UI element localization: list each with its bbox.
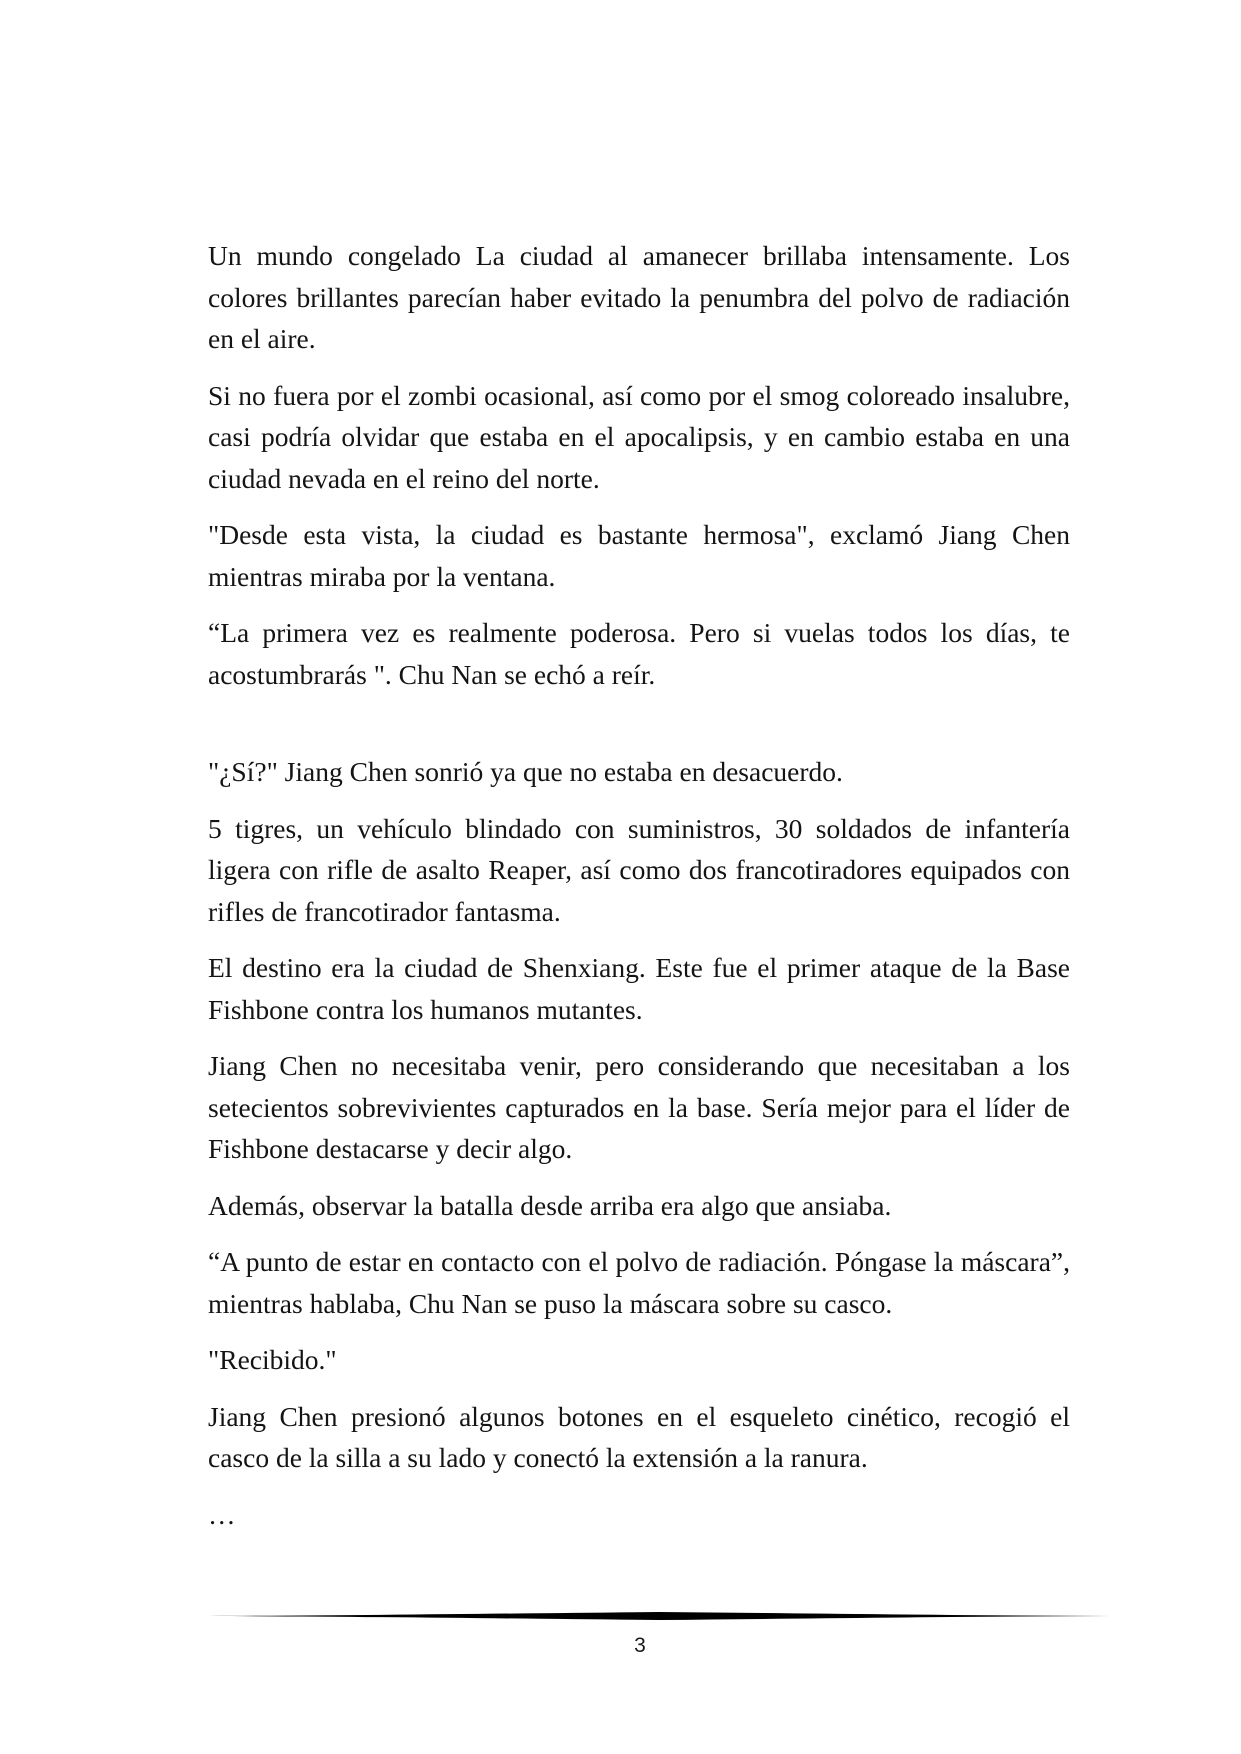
page-number: 3 — [634, 1634, 646, 1657]
paragraph: "¿Sí?" Jiang Chen sonrió ya que no estaba en desacuerdo. — [208, 756, 843, 787]
paragraph: Si no fuera por el zombi ocasional, así como por el smog coloreado insalubre, casi podría olvidar que estaba en el apocalipsis, y en cambio estaba en una ciudad nevada en el reino del norte. — [208, 379, 1070, 494]
page-body-text — [208, 235, 1070, 1550]
paragraph: “La primera vez es realmente poderosa. Pero si vuelas todos los días, te acostumbrarás ". Chu Nan se echó a reír. — [208, 617, 1070, 690]
paragraph: El destino era la ciudad de Shenxiang. Este fue el primer ataque de la Base Fishbone contra los humanos mutantes. — [208, 952, 1070, 1025]
paragraph: Jiang Chen presionó algunos botones en el esqueleto cinético, recogió el casco de la silla a su lado y conectó la extensión a la ranura. — [208, 1400, 1070, 1473]
paragraph: 5 tigres, un vehículo blindado con suministros, 30 soldados de infantería ligera con rifle de asalto Reaper, así como dos francotiradores equipados con rifles de francotirador fantasma. — [208, 812, 1070, 927]
paragraph-ellipsis: … — [208, 1498, 236, 1530]
footer-divider-rule — [208, 1610, 1110, 1622]
paragraph: Además, observar la batalla desde arriba era algo que ansiaba. — [208, 1189, 892, 1221]
paragraph: Un mundo congelado La ciudad al amanecer brillaba intensamente. Los colores brillantes parecían haber evitado la penumbra del polvo de radiación en el aire. — [208, 240, 1070, 354]
paragraph: "Recibido." — [208, 1344, 337, 1375]
paragraph: “A punto de estar en contacto con el polvo de radiación. Póngase la máscara”, mientras hablaba, Chu Nan se puso la máscara sobre su casco. — [208, 1246, 1070, 1319]
paragraph: Jiang Chen no necesitaba venir, pero considerando que necesitaban a los setecientos sobrevivientes capturados en la base. Sería mejor para el líder de Fishbone destacarse y decir algo. — [208, 1050, 1070, 1164]
paragraph: "Desde esta vista, la ciudad es bastante hermosa", exclamó Jiang Chen mientras miraba por la ventana. — [208, 519, 1070, 592]
